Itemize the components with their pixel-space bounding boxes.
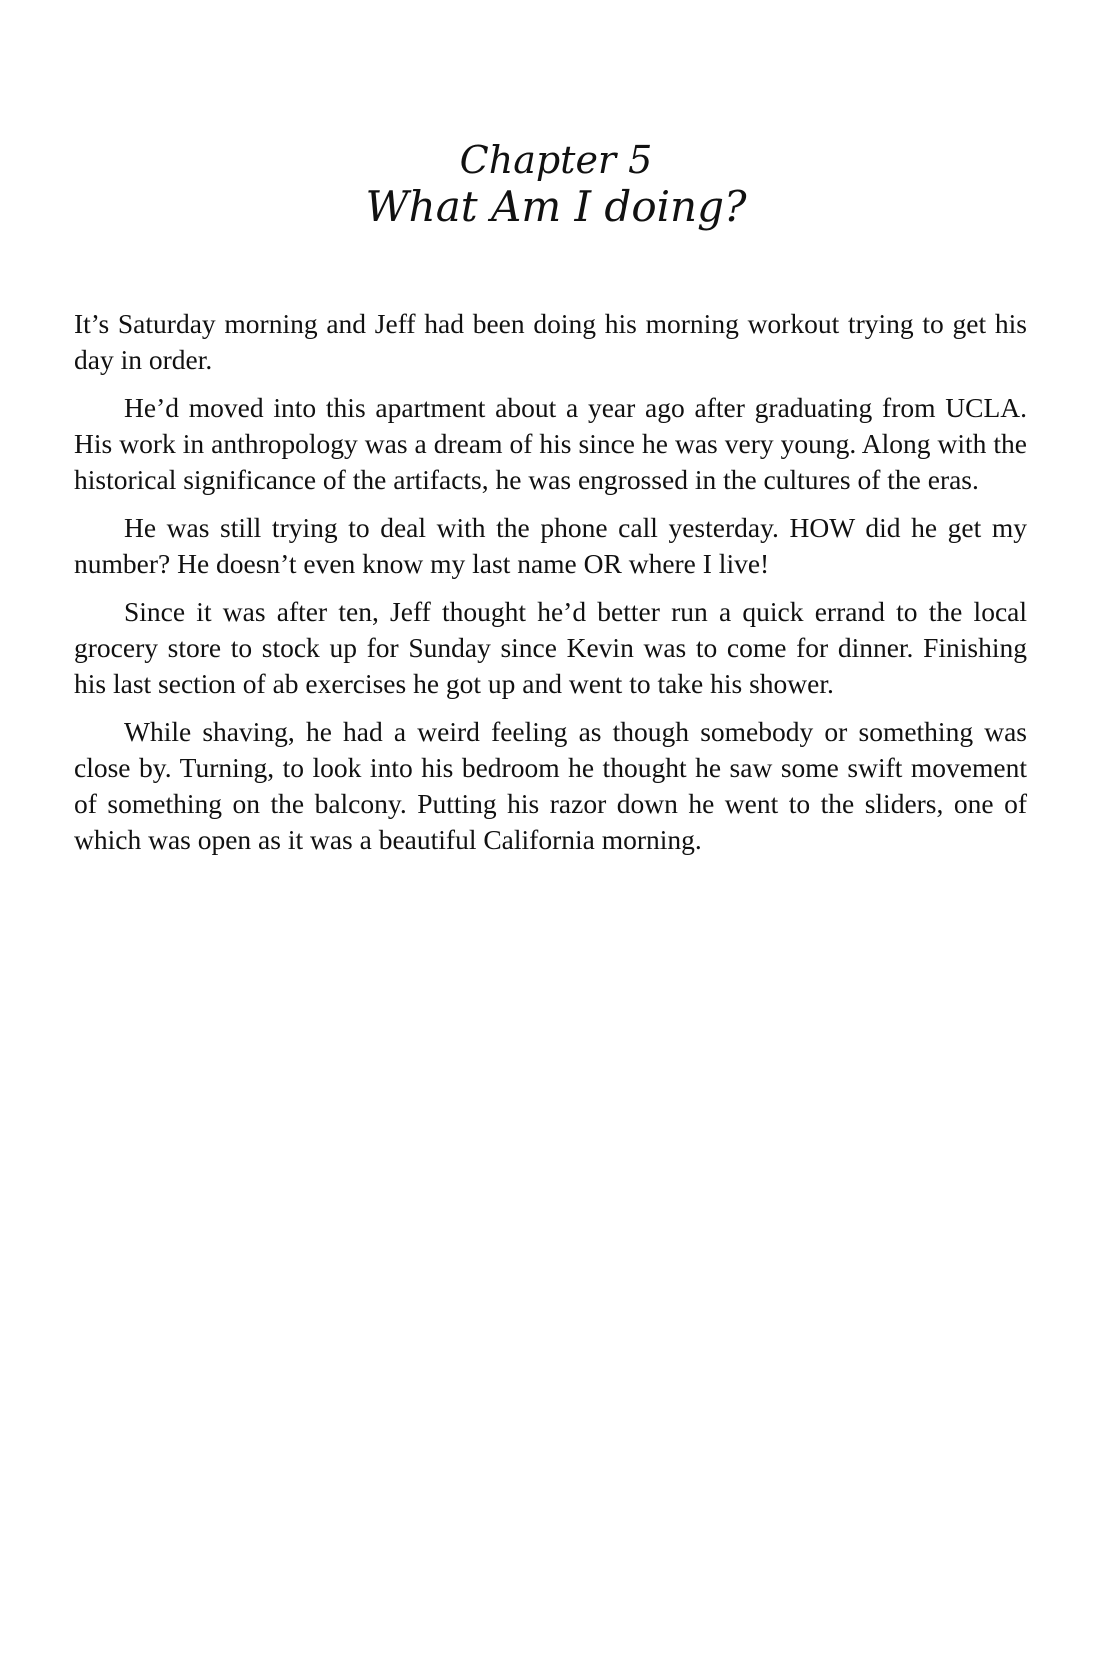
chapter-number: Chapter 5 <box>459 138 653 182</box>
chapter-heading <box>0 138 1112 232</box>
paragraph: He was still trying to deal with the phone call yesterday. HOW did he get my number? He doesn’t even know my last name OR where I live! <box>74 512 1027 579</box>
paragraph: Since it was after ten, Jeff thought he’d better run a quick errand to the local grocery store to stock up for Sunday since Kevin was to come for dinner. Finishing his last section of ab exercises he got up and went to take his shower. <box>74 596 1027 699</box>
paragraph: It’s Saturday morning and Jeff had been doing his morning workout trying to get his day in order. <box>74 308 1027 375</box>
paragraph: While shaving, he had a weird feeling as though somebody or something was close by. Turning, to look into his bedroom he thought he saw some swift movement of something on the balcony. Putting his razor down he went to the sliders, one of which was open as it was a beautiful California morning. <box>74 716 1027 855</box>
paragraph: He’d moved into this apartment about a year ago after graduating from UCLA. His work in anthropology was a dream of his since he was very young. Along with the historical significance of the artifacts, he was engrossed in the cultures of the eras. <box>74 392 1027 495</box>
chapter-body <box>74 306 1027 870</box>
chapter-title: What Am I doing? <box>365 182 747 231</box>
